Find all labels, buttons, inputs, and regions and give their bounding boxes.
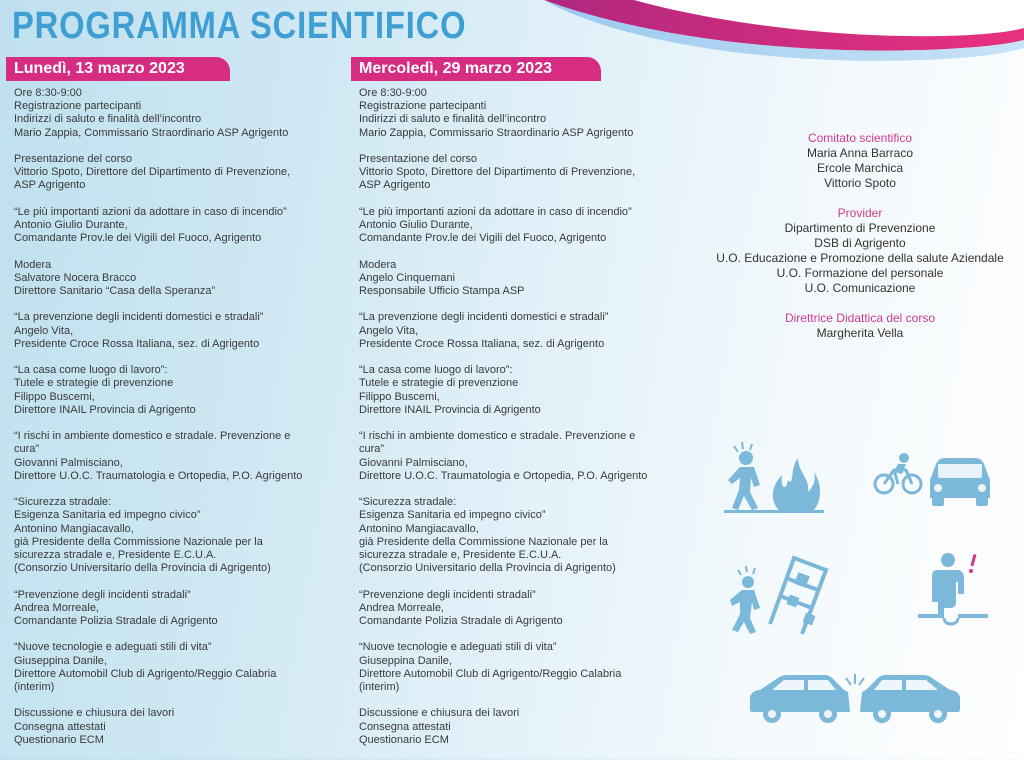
course-director: [702, 311, 1018, 341]
agenda-item-fire-safety: “Le più importanti azioni da adottare in caso di incendio” Antonio Giulio Durante, Comandante Prov.le dei Vigili del Fuoco, Agrigento: [359, 205, 632, 245]
agenda-item-opening: Ore 8:30-9:00 Registrazione partecipanti Indirizzi di saluto e finalità dell’incontro Mario Zappia, Commissario Straordinario ASP Agrigento: [359, 87, 634, 139]
scientific-committee: [702, 131, 1018, 191]
agenda-item-fire-safety: “Le più importanti azioni da adottare in caso di incendio” Antonio Giulio Durante, Comandante Prov.le dei Vigili del Fuoco, Agrigento: [14, 205, 287, 245]
committee-member: Maria Anna Barraco: [806, 146, 914, 160]
schedule-monday: [14, 87, 344, 760]
agenda-item-opening: Ore 8:30-9:00 Registrazione partecipanti Indirizzi di saluto e finalità dell’incontro Mario Zappia, Commissario Straordinario ASP Agrigento: [14, 87, 289, 139]
day-banner-wednesday: Mercoledì, 29 marzo 2023: [351, 57, 601, 81]
agenda-item-road-accident-prevention: “Prevenzione degli incidenti stradali” Andrea Morreale, Comandante Polizia Stradale di Agrigento: [359, 588, 563, 627]
worker-tripping-icon: [918, 552, 988, 626]
course-director-name: Margherita Vella: [816, 326, 904, 340]
provider-line: U.O. Educazione e Promozione della salute Aziendale: [716, 251, 1004, 265]
committee-member: Vittorio Spoto: [824, 176, 896, 190]
day-banner-monday: Lunedì, 13 marzo 2023: [6, 57, 230, 81]
agenda-item-domestic-road-risks: “I rischi in ambiente domestico e stradale. Prevenzione e cura” Giovanni Palmisciano, Direttore U.O.C. Traumatologia e Ortopedia, P.O. Agrigento: [359, 430, 648, 482]
course-info-panel: [702, 131, 1018, 356]
provider-line: U.O. Formazione del personale: [776, 266, 944, 280]
scientific-committee-heading: Comitato scientifico: [807, 131, 913, 145]
falling-shelf-icon: [730, 552, 830, 634]
agenda-item-road-safety: “Sicurezza stradale: Esigenza Sanitaria ed impegno civico” Antonino Mangiacavallo, già Presidente della Commissione Nazionale per la sicurezza stradale e, Presidente E.C.U.A. (Consorzio Universitario della Provincia di Agrigento): [359, 496, 616, 575]
cyclist-car-collision-icon: [872, 450, 992, 512]
agenda-item-moderator: Modera Salvatore Nocera Bracco Direttore Sanitario “Casa della Speranza”: [14, 258, 216, 297]
agenda-item-closing: Discussione e chiusura dei lavori Consegna attestati Questionario ECM: [14, 707, 175, 746]
agenda-item-moderator: Modera Angelo Cinquemani Responsabile Ufficio Stampa ASP: [359, 258, 525, 297]
provider-heading: Provider: [837, 206, 883, 220]
agenda-item-course-presentation: Presentazione del corso Vittorio Spoto, Direttore del Dipartimento di Prevenzione, ASP Agrigento: [14, 153, 291, 192]
agenda-item-course-presentation: Presentazione del corso Vittorio Spoto, Direttore del Dipartimento di Prevenzione, ASP Agrigento: [359, 153, 636, 192]
fire-hazard-icon: [724, 440, 824, 515]
car-crash-icon: [748, 672, 962, 724]
schedule-wednesday: [359, 87, 689, 760]
provider-line: U.O. Comunicazione: [804, 281, 916, 295]
agenda-item-accident-prevention: “La prevenzione degli incidenti domestici e stradali” Angelo Vita, Presidente Croce Rossa Italiana, sez. di Agrigento: [14, 311, 264, 350]
agenda-item-closing: Discussione e chiusura dei lavori Consegna attestati Questionario ECM: [359, 707, 520, 746]
page-title: PROGRAMMA SCIENTIFICO: [12, 5, 467, 47]
agenda-item-domestic-road-risks: “I rischi in ambiente domestico e stradale. Prevenzione e cura” Giovanni Palmisciano, Direttore U.O.C. Traumatologia e Ortopedia, P.O. Agrigento: [14, 430, 303, 482]
committee-member: Ercole Marchica: [816, 161, 904, 175]
provider-line: Dipartimento di Prevenzione: [784, 221, 936, 235]
agenda-item-road-accident-prevention: “Prevenzione degli incidenti stradali” Andrea Morreale, Comandante Polizia Stradale di Agrigento: [14, 588, 218, 627]
provider-line: DSB di Agrigento: [814, 236, 906, 250]
agenda-item-accident-prevention: “La prevenzione degli incidenti domestici e stradali” Angelo Vita, Presidente Croce Rossa Italiana, sez. di Agrigento: [359, 311, 609, 350]
agenda-item-road-safety: “Sicurezza stradale: Esigenza Sanitaria ed impegno civico” Antonino Mangiacavallo, già Presidente della Commissione Nazionale per la sicurezza stradale e, Presidente E.C.U.A. (Consorzio Universitario della Provincia di Agrigento): [14, 496, 271, 575]
provider-section: [702, 206, 1018, 296]
agenda-item-new-technologies: “Nuove tecnologie e adeguati stili di vita” Giuseppina Danile, Direttore Automobil Club di Agrigento/Reggio Calabria (interim): [359, 641, 622, 693]
agenda-item-new-technologies: “Nuove tecnologie e adeguati stili di vita” Giuseppina Danile, Direttore Automobil Club di Agrigento/Reggio Calabria (interim): [14, 641, 277, 693]
agenda-item-home-workplace: “La casa come luogo di lavoro”: Tutele e strategie di prevenzione Filippo Buscemi, Direttore INAIL Provincia di Agrigento: [14, 364, 196, 416]
agenda-item-home-workplace: “La casa come luogo di lavoro”: Tutele e strategie di prevenzione Filippo Buscemi, Direttore INAIL Provincia di Agrigento: [359, 364, 541, 416]
course-director-heading: Direttrice Didattica del corso: [784, 311, 936, 325]
